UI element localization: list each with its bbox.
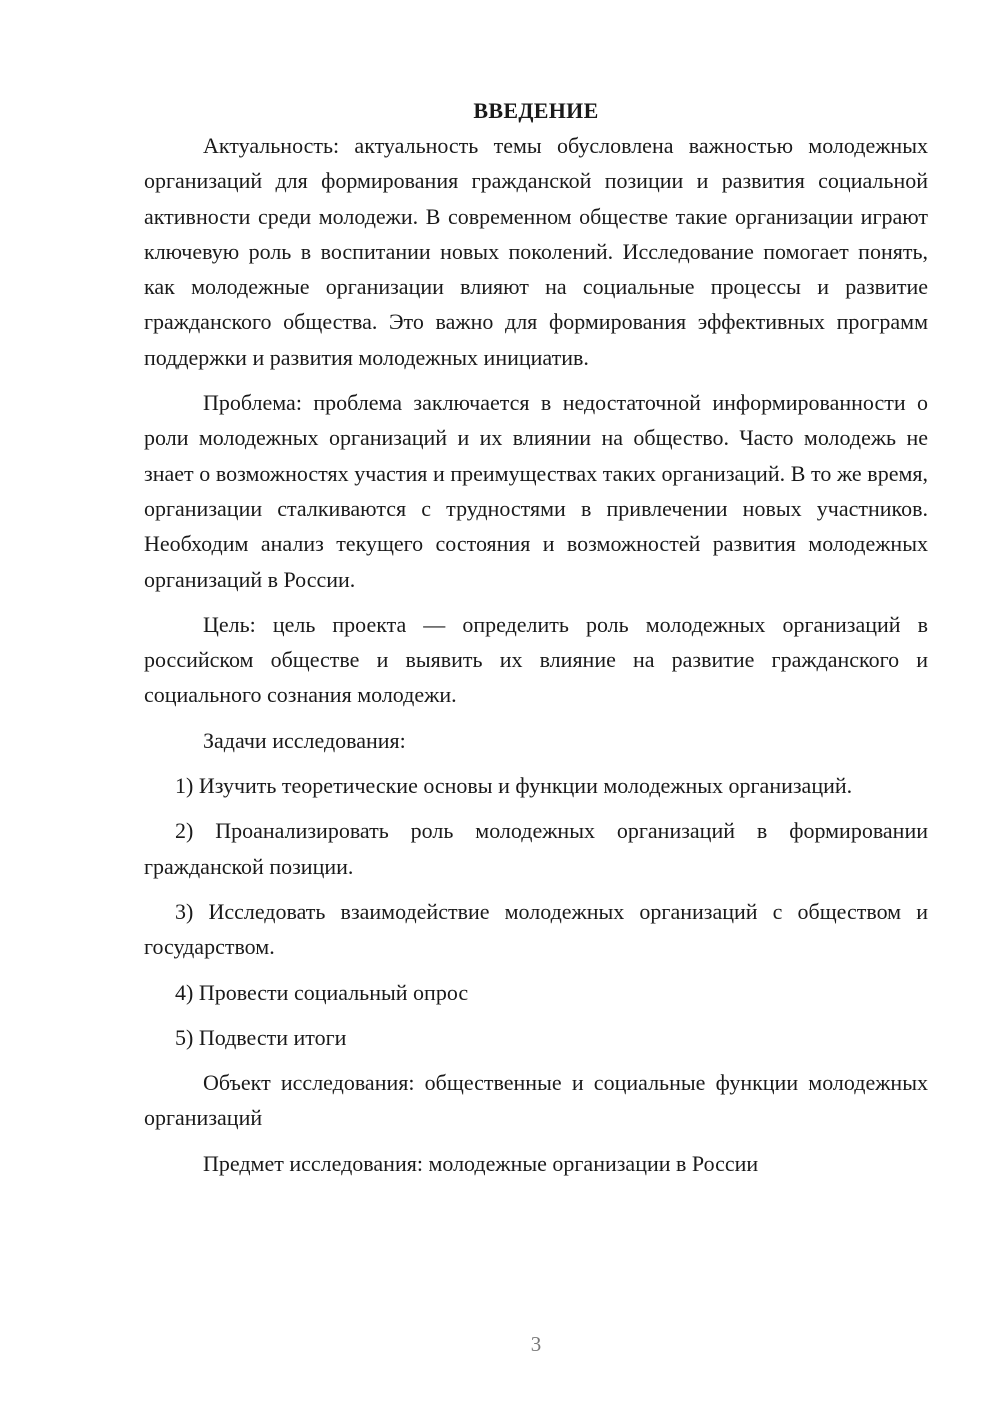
tasks-heading: Задачи исследования:: [203, 727, 406, 753]
task-item-2: 2) Проанализировать роль молодежных организаций в формировании гражданской позиции.: [144, 818, 928, 879]
goal-paragraph: Цель: цель проекта — определить роль молодежных организаций в российском обществе и выявить их влияние на развитие гражданского и социального сознания молодежи.: [144, 611, 928, 708]
object-paragraph: Объект исследования: общественные и социальные функции молодежных организаций: [144, 1070, 928, 1131]
page-number: 3: [530, 1332, 542, 1356]
document-page: [144, 96, 928, 1181]
task-item-1: 1) Изучить теоретические основы и функции молодежных организаций.: [175, 773, 853, 799]
subject-paragraph: Предмет исследования: молодежные организации в России: [203, 1150, 759, 1176]
relevance-paragraph: Актуальность: актуальность темы обусловлена важностью молодежных организаций для формирования гражданской позиции и развития социальной активности среди молодежи. В современном обществе такие организации играют ключевую роль в воспитании новых поколений. Исследование помогает понять, как молодежные организации влияют на социальные процессы и развитие гражданского общества. Это важно для формирования эффективных программ поддержки и развития молодежных инициатив.: [144, 133, 928, 370]
page-title: ВВЕДЕНИЕ: [473, 98, 599, 123]
task-item-5: 5) Подвести итоги: [175, 1024, 347, 1050]
task-item-4: 4) Провести социальный опрос: [175, 979, 469, 1005]
problem-paragraph: Проблема: проблема заключается в недостаточной информированности о роли молодежных организаций и их влиянии на общество. Часто молодежь не знает о возможностях участия и преимуществах таких организаций. В то же время, организации сталкиваются с трудностями в привлечении новых участников. Необходим анализ текущего состояния и возможностей развития молодежных организаций в России.: [144, 390, 928, 592]
task-item-3: 3) Исследовать взаимодействие молодежных организаций с обществом и государством.: [144, 898, 928, 960]
